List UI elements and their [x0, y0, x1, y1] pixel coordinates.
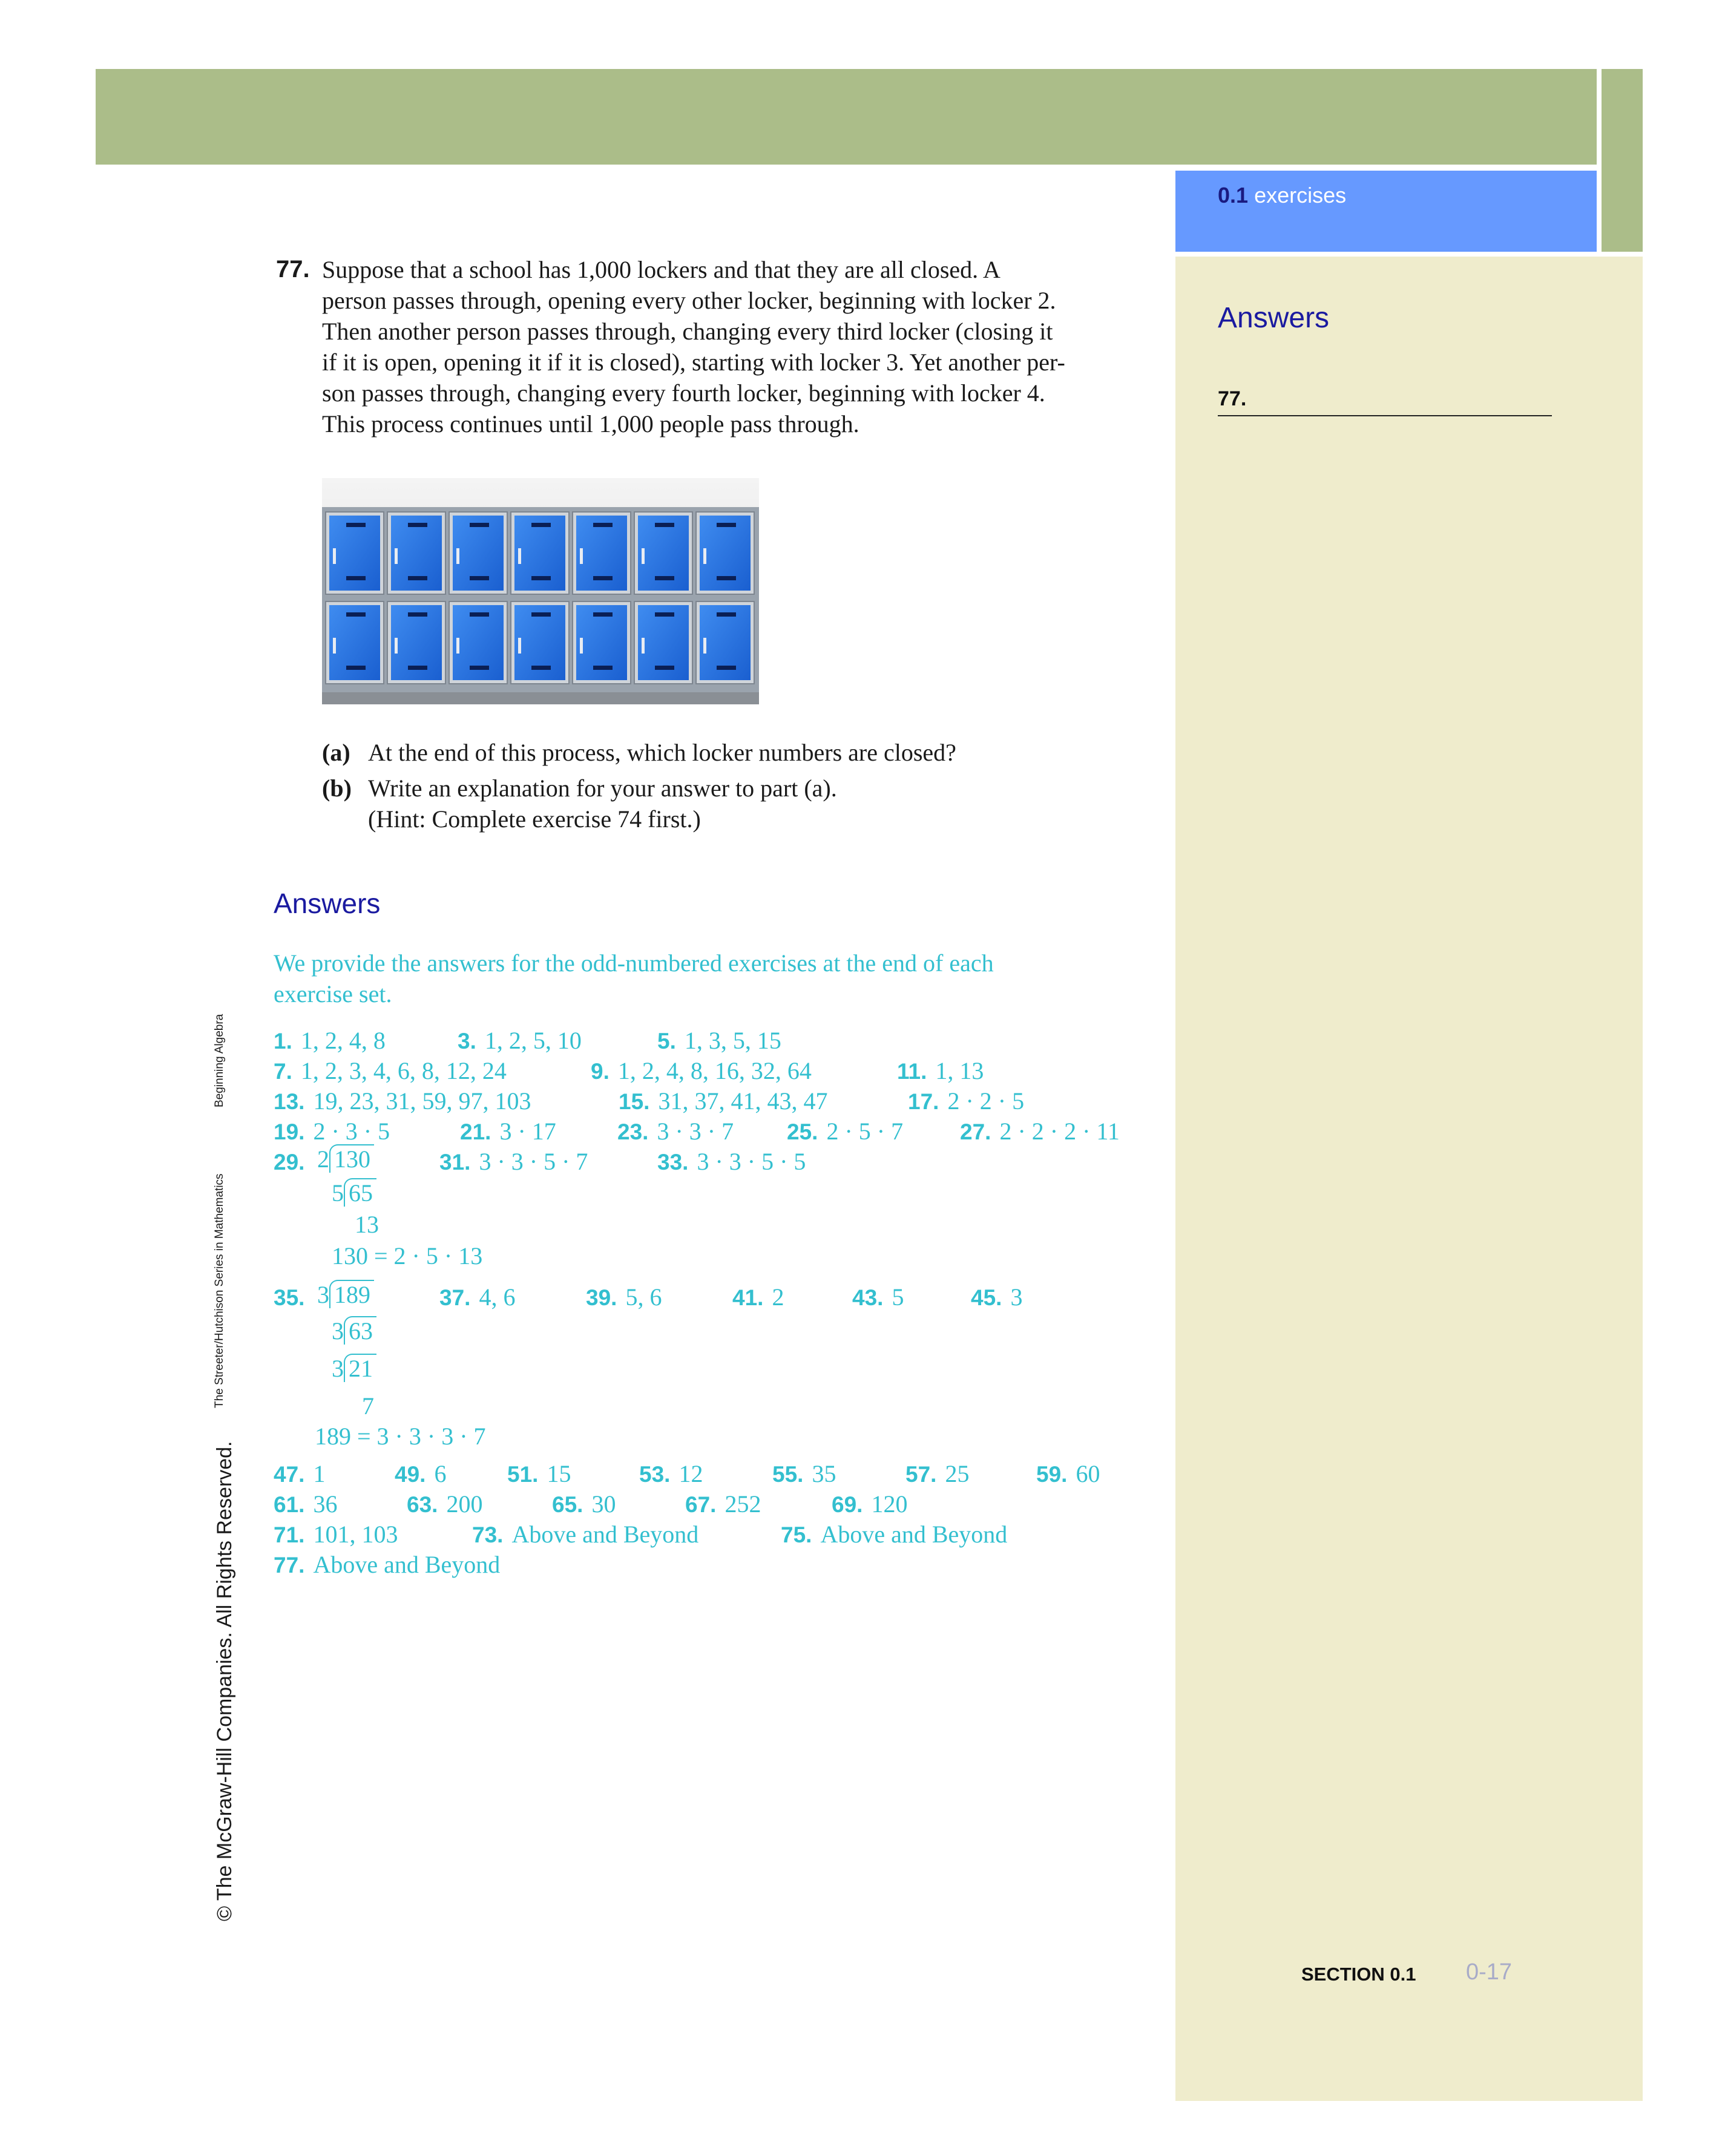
intro-line: exercise set. — [274, 980, 392, 1008]
answer-number: 7. — [274, 1059, 292, 1084]
answer-item — [897, 1057, 984, 1085]
answer-item — [832, 1490, 907, 1518]
answer-value: 2 · 2 · 2 · 11 — [999, 1118, 1120, 1145]
answer-number: 41. — [732, 1285, 764, 1310]
answer-value: 1, 2, 5, 10 — [484, 1027, 582, 1054]
answer-value: 12 — [678, 1460, 703, 1487]
answer-number: 35. — [274, 1285, 305, 1310]
answer-item — [772, 1460, 836, 1488]
answer-item — [472, 1520, 698, 1548]
answer-item — [274, 1147, 313, 1176]
answer-number: 37. — [439, 1285, 471, 1310]
answer-item — [657, 1026, 781, 1055]
part-b — [322, 773, 956, 834]
answer-item — [732, 1283, 784, 1311]
part-b-label: (b) — [322, 775, 352, 802]
answer-value: 3 · 3 · 5 · 5 — [697, 1148, 806, 1175]
problem-line: Suppose that a school has 1,000 lockers and that they are all closed. A — [322, 256, 1000, 283]
intro-line: We provide the answers for the odd-numbered exercises at the end of each — [274, 949, 994, 977]
answer-item — [781, 1520, 1007, 1548]
section-tab-number: 0.1 — [1218, 183, 1249, 208]
answer-value: Above and Beyond — [820, 1521, 1008, 1548]
header-band-gap — [1597, 69, 1602, 165]
part-b-text: Write an explanation for your answer to part (a). — [368, 775, 837, 802]
answer-item — [274, 1490, 337, 1518]
answer-value: 5, 6 — [625, 1283, 662, 1311]
answer-number: 1. — [274, 1029, 292, 1053]
dividend: 21 — [344, 1354, 376, 1382]
locker-vent — [531, 612, 551, 617]
locker-vent — [408, 612, 427, 617]
header-band — [96, 69, 1597, 165]
answer-value: 60 — [1076, 1460, 1100, 1487]
locker-handle — [333, 638, 336, 654]
division-29-step1 — [317, 1145, 374, 1173]
divisor: 3 — [332, 1355, 344, 1382]
dividend: 65 — [344, 1178, 376, 1207]
answer-value: 36 — [313, 1490, 338, 1518]
answer-item — [460, 1117, 556, 1145]
answer-value: 1, 2, 3, 4, 6, 8, 12, 24 — [300, 1057, 507, 1084]
answer-value: 200 — [446, 1490, 483, 1518]
answer-item — [274, 1057, 507, 1085]
problem-77 — [276, 254, 1142, 439]
answer-item — [852, 1283, 904, 1311]
answer-number: 71. — [274, 1522, 305, 1547]
answer-number: 73. — [472, 1522, 504, 1547]
copyright-notice: © The McGraw-Hill Companies. All Rights Reserved. — [213, 1441, 236, 1921]
answer-value: 5 — [892, 1283, 904, 1311]
header-corner-block — [1602, 69, 1643, 252]
division-29-step2 — [332, 1179, 376, 1207]
answer-item — [908, 1087, 1024, 1115]
locker-vent — [346, 612, 366, 617]
answer-value: 31, 37, 41, 43, 47 — [658, 1087, 828, 1115]
answer-value: 2 — [772, 1283, 784, 1311]
division-35-result: 189 = 3 · 3 · 3 · 7 — [315, 1423, 486, 1450]
section-tab-label — [1218, 183, 1346, 208]
answer-number: 11. — [897, 1059, 927, 1084]
locker-vent — [717, 666, 736, 670]
locker-vent — [655, 523, 674, 527]
answer-value: 3 — [1010, 1283, 1023, 1311]
division-35-step3 — [332, 1354, 376, 1383]
answer-value: 1, 2, 4, 8, 16, 32, 64 — [617, 1057, 812, 1084]
part-a-label: (a) — [322, 739, 350, 766]
answer-item — [274, 1550, 500, 1579]
locker-vent — [470, 612, 489, 617]
footer-section: SECTION 0.1 — [1301, 1964, 1416, 1985]
answer-value: 3 · 3 · 7 — [657, 1118, 734, 1145]
locker-vent — [655, 612, 674, 617]
problem-line: person passes through, opening every other locker, beginning with locker 2. — [322, 287, 1056, 314]
locker-vent — [717, 576, 736, 580]
page-number: 0-17 — [1466, 1959, 1513, 1985]
answer-number: 31. — [439, 1150, 471, 1175]
locker-handle — [642, 638, 645, 654]
sidebar-title: Answers — [1218, 302, 1330, 334]
answer-value: 1 — [313, 1460, 326, 1487]
locker-vent — [531, 666, 551, 670]
answer-number: 63. — [407, 1492, 438, 1517]
answer-item — [274, 1026, 386, 1055]
answer-number: 19. — [274, 1119, 305, 1144]
locker-vent — [408, 576, 427, 580]
answer-number: 67. — [685, 1492, 717, 1517]
problem-text — [322, 254, 1142, 439]
answer-number: 61. — [274, 1492, 305, 1517]
answer-value: Above and Beyond — [313, 1551, 501, 1578]
answer-value: 120 — [871, 1490, 908, 1518]
problem-number: 77. — [276, 256, 310, 283]
answer-value: 19, 23, 31, 59, 97, 103 — [313, 1087, 531, 1115]
answer-item — [960, 1117, 1120, 1145]
answer-item — [458, 1026, 582, 1055]
answer-item — [617, 1117, 734, 1145]
answer-value: 1, 13 — [935, 1057, 984, 1084]
answer-number: 3. — [458, 1029, 476, 1053]
answer-value: 25 — [945, 1460, 970, 1487]
answer-value: 2 · 5 · 7 — [826, 1118, 904, 1145]
locker-handle — [395, 548, 398, 564]
locker-vent — [470, 576, 489, 580]
answer-value: Above and Beyond — [511, 1521, 699, 1548]
answer-value: 30 — [591, 1490, 616, 1518]
answer-value: 1, 3, 5, 15 — [684, 1027, 781, 1054]
answer-item — [407, 1490, 482, 1518]
part-a-text: At the end of this process, which locker numbers are closed? — [368, 739, 956, 766]
problem-line: son passes through, changing every fourth locker, beginning with locker 4. — [322, 379, 1045, 407]
dividend: 130 — [329, 1144, 374, 1173]
answer-item — [274, 1460, 325, 1488]
answer-value: 2 · 3 · 5 — [313, 1118, 390, 1145]
answer-item — [439, 1283, 515, 1311]
answer-item — [507, 1460, 571, 1488]
answer-number: 21. — [460, 1119, 491, 1144]
answer-number: 43. — [852, 1285, 884, 1310]
answer-number: 65. — [552, 1492, 583, 1517]
locker-handle — [456, 548, 459, 564]
answer-item — [274, 1520, 398, 1548]
answer-item — [1036, 1460, 1100, 1488]
locker-handle — [333, 548, 336, 564]
answers-intro — [274, 948, 1121, 1009]
dividend: 63 — [344, 1316, 376, 1345]
sidebar-answer-number: 77. — [1218, 387, 1247, 410]
lockers-illustration — [322, 478, 759, 704]
locker-handle — [703, 548, 706, 564]
locker-vent — [593, 666, 613, 670]
answer-item — [657, 1147, 806, 1176]
answer-item — [274, 1283, 313, 1311]
answer-item — [439, 1147, 588, 1176]
locker-vent — [531, 523, 551, 527]
answer-number: 25. — [787, 1119, 818, 1144]
answer-number: 57. — [905, 1462, 937, 1487]
answer-number: 39. — [586, 1285, 617, 1310]
locker-handle — [642, 548, 645, 564]
locker-vent — [408, 523, 427, 527]
answer-item — [274, 1087, 531, 1115]
part-a — [322, 737, 956, 768]
series-name: The Streeter/Hutchison Series in Mathematics — [213, 1173, 226, 1408]
sidebar-answer-line[interactable] — [1218, 415, 1552, 416]
locker-vent — [531, 576, 551, 580]
answer-value: 4, 6 — [479, 1283, 516, 1311]
problem-line: This process continues until 1,000 people pass through. — [322, 410, 859, 437]
answer-number: 49. — [395, 1462, 426, 1487]
answers-heading: Answers — [274, 888, 381, 919]
locker-vent — [408, 666, 427, 670]
answer-number: 55. — [772, 1462, 804, 1487]
answer-number: 47. — [274, 1462, 305, 1487]
answer-item — [971, 1283, 1022, 1311]
answer-item — [586, 1283, 662, 1311]
locker-vent — [593, 523, 613, 527]
answer-number: 17. — [908, 1089, 939, 1114]
answer-number: 23. — [617, 1119, 649, 1144]
locker-handle — [580, 548, 583, 564]
answer-item — [619, 1087, 827, 1115]
answer-value: 3 · 3 · 5 · 7 — [479, 1148, 588, 1175]
answer-item — [274, 1117, 390, 1145]
division-35-remainder: 7 — [362, 1392, 374, 1420]
answer-number: 5. — [657, 1029, 676, 1053]
section-tab-word: exercises — [1254, 183, 1347, 208]
locker-handle — [518, 548, 521, 564]
answer-item — [639, 1460, 703, 1488]
answer-item — [395, 1460, 446, 1488]
answer-item — [787, 1117, 903, 1145]
locker-handle — [703, 638, 706, 654]
answer-value: 3 · 17 — [499, 1118, 556, 1145]
locker-vent — [346, 666, 366, 670]
locker-vent — [655, 576, 674, 580]
answer-number: 9. — [591, 1059, 610, 1084]
answer-value: 6 — [434, 1460, 447, 1487]
locker-vent — [470, 666, 489, 670]
division-29-result: 130 = 2 · 5 · 13 — [332, 1242, 483, 1270]
hint-text: (Hint: Complete exercise 74 first.) — [368, 805, 701, 833]
divisor: 2 — [317, 1145, 329, 1173]
answer-number: 75. — [781, 1522, 812, 1547]
problem-parts — [322, 737, 956, 834]
answer-number: 59. — [1036, 1462, 1068, 1487]
locker-vent — [593, 576, 613, 580]
answer-value: 101, 103 — [313, 1521, 398, 1548]
answer-number: 15. — [619, 1089, 650, 1114]
answer-number: 33. — [657, 1150, 689, 1175]
answer-number: 53. — [639, 1462, 671, 1487]
division-35-step1 — [317, 1280, 374, 1309]
divisor: 5 — [332, 1179, 344, 1207]
locker-handle — [580, 638, 583, 654]
answer-number: 45. — [971, 1285, 1002, 1310]
locker-vent — [346, 523, 366, 527]
answer-item — [552, 1490, 616, 1518]
division-35-step2 — [332, 1317, 376, 1345]
divisor: 3 — [317, 1281, 329, 1308]
answer-value: 1, 2, 4, 8 — [300, 1027, 386, 1054]
answer-value: 2 · 2 · 5 — [947, 1087, 1025, 1115]
locker-handle — [395, 638, 398, 654]
answer-number: 29. — [274, 1150, 305, 1175]
answer-value: 252 — [724, 1490, 761, 1518]
locker-vent — [593, 612, 613, 617]
dividend: 189 — [329, 1280, 374, 1308]
locker-handle — [518, 638, 521, 654]
answer-number: 69. — [832, 1492, 863, 1517]
answer-value: 35 — [812, 1460, 836, 1487]
problem-line: if it is open, opening it if it is closed), starting with locker 3. Yet another per- — [322, 349, 1065, 376]
answer-value: 15 — [547, 1460, 571, 1487]
answer-number: 13. — [274, 1089, 305, 1114]
answer-item — [685, 1490, 761, 1518]
locker-vent — [717, 523, 736, 527]
answer-sidebar — [1175, 257, 1643, 2101]
answer-item — [905, 1460, 969, 1488]
answer-number: 27. — [960, 1119, 991, 1144]
locker-vent — [470, 523, 489, 527]
answer-item — [591, 1057, 812, 1085]
locker-vent — [655, 666, 674, 670]
locker-vent — [717, 612, 736, 617]
locker-vent — [346, 576, 366, 580]
problem-line: Then another person passes through, changing every third locker (closing it — [322, 318, 1053, 345]
answer-number: 51. — [507, 1462, 539, 1487]
locker-handle — [456, 638, 459, 654]
divisor: 3 — [332, 1317, 344, 1345]
book-title: Beginning Algebra — [213, 1014, 226, 1107]
division-29-remainder: 13 — [355, 1211, 379, 1238]
answer-number: 77. — [274, 1553, 305, 1578]
